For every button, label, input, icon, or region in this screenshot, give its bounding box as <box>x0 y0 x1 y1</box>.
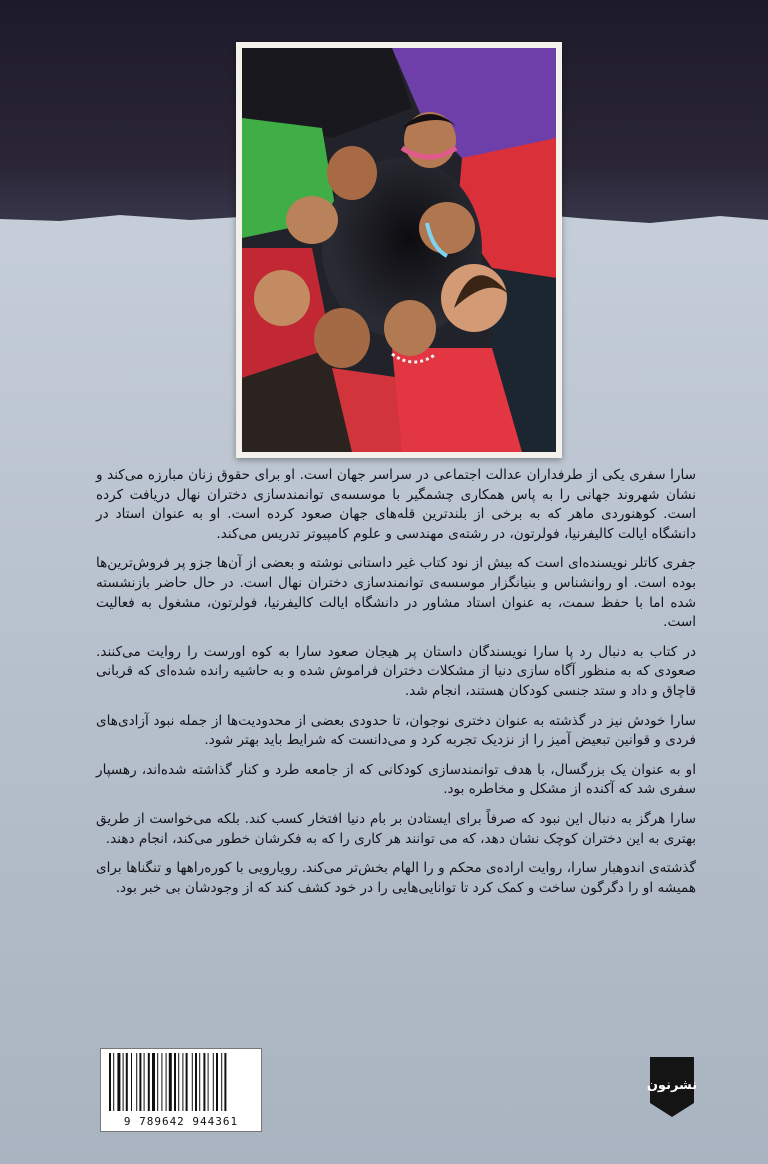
barcode-bar <box>216 1053 218 1111</box>
barcode-bar <box>126 1053 128 1111</box>
barcode-bar <box>113 1053 114 1111</box>
barcode-bar <box>136 1053 137 1111</box>
barcode-bar <box>221 1053 222 1111</box>
barcode-bar <box>224 1053 226 1111</box>
barcode-bar <box>182 1053 183 1111</box>
barcode-bar <box>166 1053 167 1111</box>
paragraph-sara-journey: او به عنوان یک بزرگسال، با هدف توانمندسازی کودکانی که از جامعه طرد و کنار گذاشته شده‌اند، رهسپار سفری شد که آکنده از مشکل و مخاطره بود. <box>96 761 696 798</box>
paragraph-book-summary: در کتاب به دنبال رد پا سارا نویسندگان داستان پر هیجان صعود سارا به کوه اورست را روایت می‌کنند. صعودی که به منظور آگاه سازی دنیا از مشکلات دختران فراموش شده و به حاشیه رانده شده‌ای که قربانی قاچاق و داد و ستد جنسی کودکان هستند، انجام شد. <box>96 643 696 699</box>
barcode-bar <box>174 1053 176 1111</box>
barcode-bar <box>178 1053 179 1111</box>
back-cover-text <box>96 466 696 908</box>
barcode-bar <box>161 1053 162 1111</box>
barcode-bar <box>144 1053 145 1111</box>
barcode-bar <box>199 1053 200 1111</box>
publisher-logo <box>644 1053 700 1121</box>
barcode-bars <box>107 1053 255 1111</box>
paragraph-sara-youth: سارا خودش نیز در گذشته به عنوان دختری نوجوان، تا حدودی بعضی از محدودیت‌ها از جمله نبود آزادی‌های فردی و قوانین تبعیض آمیز را از نزدیک تجربه کرد و می‌دانست که شرایط باید بهتر شود. <box>96 712 696 749</box>
barcode-bar <box>192 1053 193 1111</box>
paragraph-sara-past: گذشته‌ی اندوهبار سارا، روایت اراده‌ی محکم و را الهام بخش‌تر می‌کند. رویارویی با کوره‌راهها و تنگناها برای همیشه او را دگرگون ساخت و کمک کرد تا توانایی‌هایی را در خود کشف کند که از وجودشان بی خبر بود. <box>96 860 696 896</box>
publisher-logo-text: نشرنون <box>646 1078 698 1093</box>
barcode-bar <box>213 1053 214 1111</box>
barcode-bar <box>152 1053 155 1111</box>
barcode-bar <box>186 1053 188 1111</box>
paragraph-sara-goal: سارا هرگز به دنبال این نبود که صرفاً برای ایستادن بر بام دنیا افتخار کسب کند. بلکه می‌خواست از طریق بهتری به این دختران کوچک نشان دهد، که می توانند هر کاری را که به فکرشان خطور می‌کند، انجام دهند. <box>96 810 696 847</box>
barcode-bar <box>123 1053 124 1111</box>
isbn-barcode <box>100 1048 262 1132</box>
barcode-bar <box>169 1053 172 1111</box>
barcode-bar <box>139 1053 141 1111</box>
cover-photo <box>236 42 562 458</box>
barcode-bar <box>157 1053 158 1111</box>
paragraph-author-jeffrey: جفری کاتلر نویسنده‌ای است که بیش از نود کتاب غیر داستانی نوشته و بعضی از آن‌ها جزو پر فروش‌ترین‌ها بوده است. او روانشناس و بنیانگزار موسسه‌ی توانمندسازی دختران نهال است. در حال حاضر بازنشسته شده اما با حفظ سمت، به عنوان استاد مشاور در دانشگاه ایالت کالیفرنیا، فولرتون، مشغول به فعالیت است. <box>96 555 696 631</box>
isbn-number: 9 789642 944361 <box>123 1115 239 1128</box>
barcode-bar <box>148 1053 150 1111</box>
barcode-bar <box>195 1053 197 1111</box>
children-circle-photo <box>242 48 556 452</box>
barcode-bar <box>131 1053 132 1111</box>
paragraph-author-sara: سارا سفری یکی از طرفداران عدالت اجتماعی در سراسر جهان است. او برای حقوق زنان مبارزه می‌کند و نشان شهروند جهانی را به پاس همکاری چشمگیر با موسسه‌ی توانمندسازی دختران نهال دریافت کرده است. کوهنوردی ماهر که به برخی از بلندترین قله‌های جهان صعود کرده است. او به عنوان استاد در دانشگاه ایالت کالیفرنیا، فولرتون، در رشته‌ی مهندسی و علوم کامپیوتر تدریس می‌کند. <box>96 467 696 542</box>
barcode-bar <box>208 1053 209 1111</box>
barcode-bar <box>109 1053 111 1111</box>
barcode-bar <box>203 1053 205 1111</box>
barcode-bar <box>117 1053 120 1111</box>
